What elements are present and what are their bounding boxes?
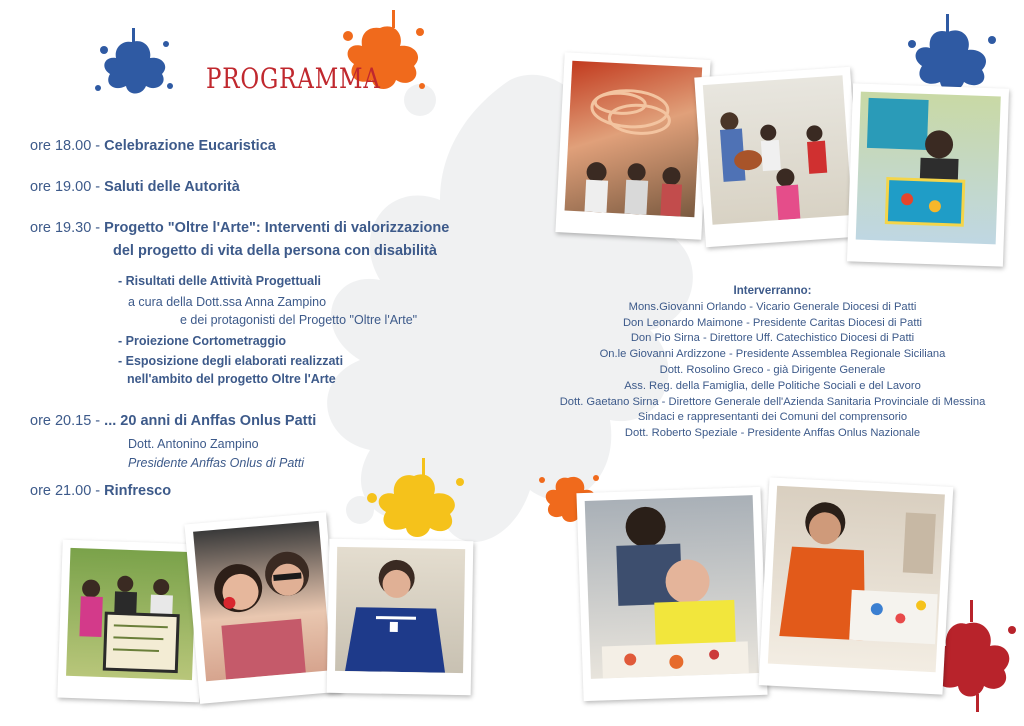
schedule-event: Celebrazione Eucaristica xyxy=(104,138,276,154)
subitem-risultati: - Risultati delle Attività Progettuali xyxy=(118,274,322,288)
subitem-cura: a cura della Dott.ssa Anna Zampino xyxy=(128,295,327,309)
photo-crafting xyxy=(327,539,474,695)
speakers-heading: Interverranno: xyxy=(733,285,812,297)
photo-painting-table xyxy=(759,477,954,694)
yellow-splat-icon xyxy=(360,458,470,544)
schedule-item xyxy=(30,176,240,198)
speaker-line: Don Leonardo Maimone - Presidente Caritas Diocesi di Patti xyxy=(622,316,923,329)
schedule-time: ore 18.00 - xyxy=(30,138,105,154)
speaker-role: Presidente Anffas Onlus di Patti xyxy=(128,456,305,470)
photo-music-group xyxy=(694,67,861,247)
speaker-name: Dott. Antonino Zampino xyxy=(128,437,259,451)
schedule-time: ore 20.15 - xyxy=(30,413,105,429)
schedule-time: ore 19.00 - xyxy=(30,179,105,195)
photo-painting-display xyxy=(847,83,1009,266)
schedule-event: Saluti delle Autorità xyxy=(104,179,240,195)
speaker-line: Dott. Gaetano Sirna - Direttore Generale dell'Azienda Sanitaria Provinciale di Messina xyxy=(559,395,986,408)
schedule-event-continued: del progetto di vita della persona con disabilità xyxy=(113,243,437,259)
speaker-line: Sindaci e rappresentanti dei Comuni del comprensorio xyxy=(637,411,908,424)
schedule-time: ore 21.00 - xyxy=(30,483,105,499)
schedule-event: ... 20 anni di Anffas Onlus Patti xyxy=(104,413,317,429)
schedule-item xyxy=(30,135,276,157)
photo-art-installation xyxy=(555,52,710,239)
schedule-event: Rinfresco xyxy=(104,483,172,499)
subitem-cura-continued: e dei protagonisti del Progetto "Oltre l'Arte" xyxy=(180,313,418,327)
speaker-line: Dott. Rosolino Greco - già Dirigente Generale xyxy=(659,363,886,376)
photo-clown-nose xyxy=(184,512,341,704)
speaker-line: On.le Giovanni Ardizzone - Presidente Assemblea Regionale Siciliana xyxy=(599,348,946,361)
speaker-line: Ass. Reg. della Famiglia, delle Politiche Sociali e del Lavoro xyxy=(624,379,921,392)
photo-painting-hands xyxy=(576,487,767,701)
blue-splat-icon xyxy=(92,28,176,100)
schedule-time: ore 19.30 - xyxy=(30,220,105,236)
speaker-line: Dott. Roberto Speziale - Presidente Anffas Onlus Nazionale xyxy=(624,427,921,440)
speaker-line: Don Pio Sirna - Direttore Uff. Catechistico Diocesi di Patti xyxy=(630,332,915,345)
blue-splat-icon xyxy=(902,14,998,94)
speaker-line: Mons.Giovanni Orlando - Vicario Generale Diocesi di Patti xyxy=(628,300,917,313)
subitem-proiezione: - Proiezione Cortometraggio xyxy=(118,334,287,348)
schedule-item xyxy=(30,217,449,239)
schedule-item xyxy=(30,480,171,502)
speakers-list xyxy=(525,284,1020,442)
subitem-esposizione: - Esposizione degli elaborati realizzati xyxy=(118,354,344,368)
schedule-event: Progetto "Oltre l'Arte": Interventi di valorizzazione xyxy=(104,220,450,236)
photo-framed-artwork xyxy=(57,540,204,703)
subitem-esposizione-continued: nell'ambito del progetto Oltre l'Arte xyxy=(127,372,336,386)
page-title: PROGRAMMA xyxy=(206,62,381,95)
schedule-item xyxy=(30,410,316,432)
